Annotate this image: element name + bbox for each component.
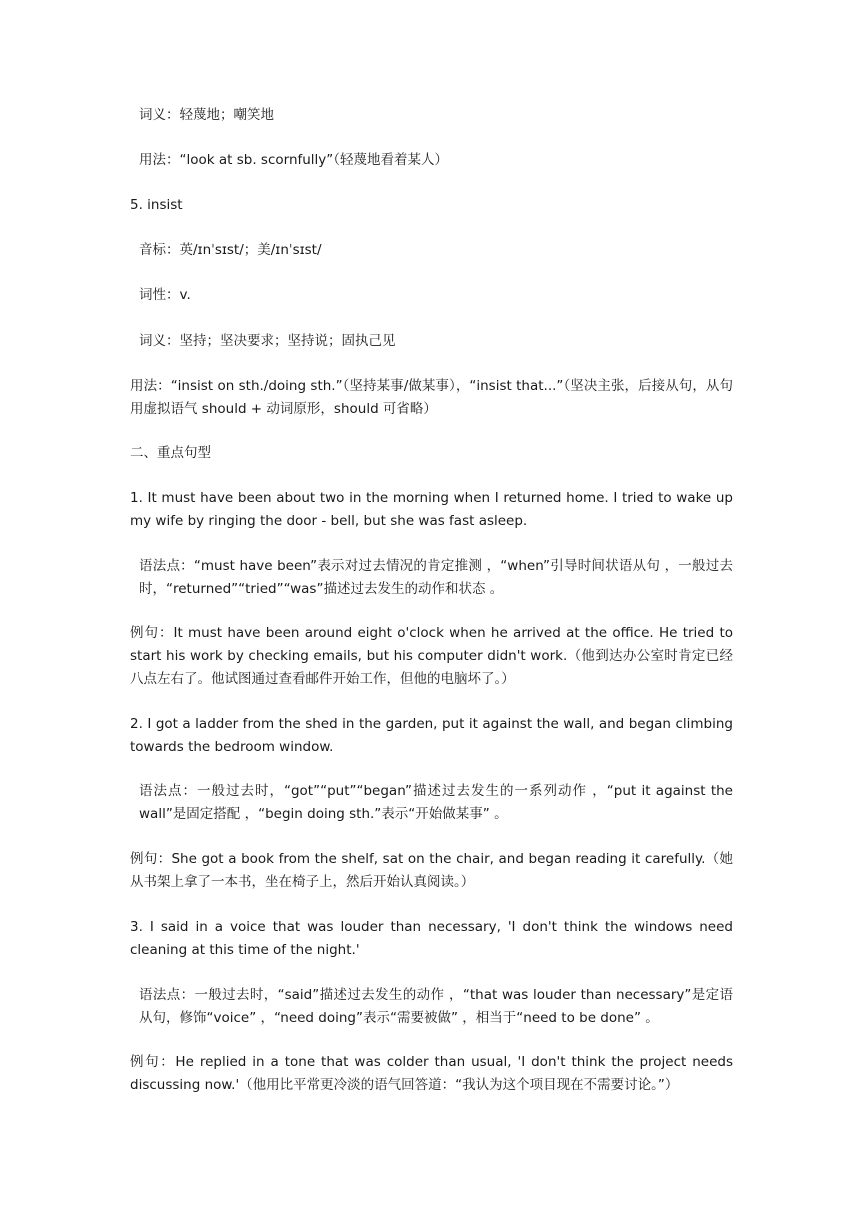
- grammar-point-3: 语法点：一般过去时，“said”描述过去发生的动作 ，“that was louder than necessary”是定语从句，修饰“voice” ，“need doing”表示“需要被做” ，相当于“need to be done” 。: [139, 987, 733, 1026]
- part-of-speech-insist: 词性：v.: [139, 287, 191, 303]
- example-3: 例句：He replied in a tone that was colder than usual, 'I don't think the project needs discussing now.'（他用比平常更冷淡的语气回答道：“我认为这个项目现在不需要讨论。”）: [130, 1054, 733, 1093]
- sentence-2: 2. I got a ladder from the shed in the garden, put it against the wall, and began climbing towards the bedroom window.: [130, 716, 733, 755]
- sentence-3: 3. I said in a voice that was louder than necessary, 'I don't think the windows need cleaning at this time of the night.': [130, 919, 733, 958]
- definition-scornfully: 词义：轻蔑地；嘲笑地: [139, 107, 274, 123]
- phonetic-insist: 音标：英/ɪnˈsɪst/；美/ɪnˈsɪst/: [139, 242, 322, 258]
- example-2: 例句：She got a book from the shelf, sat on the chair, and began reading it carefully.（她从书架上拿了一本书，坐在椅子上，然后开始认真阅读。）: [130, 851, 733, 890]
- section-heading-key-sentences: 二、重点句型: [130, 445, 211, 461]
- example-1: 例句：It must have been around eight o'clock when he arrived at the office. He tried to start his work by checking emails, but his computer didn't work.（他到达办公室时肯定已经八点左右了。他试图通过查看邮件开始工作，但他的电脑坏了。）: [130, 625, 733, 687]
- grammar-point-1: 语法点：“must have been”表示对过去情况的肯定推测 ，“when”引导时间状语从句 ，一般过去时，“returned”“tried”“was”描述过去发生的动作和状态 。: [139, 558, 733, 597]
- definition-insist: 词义：坚持；坚决要求；坚持说；固执己见: [139, 333, 396, 349]
- word-heading-insist: 5. insist: [130, 197, 183, 213]
- grammar-point-2: 语法点：一般过去时，“got”“put”“began”描述过去发生的一系列动作 ，“put it against the wall”是固定搭配 ，“begin doing sth.”表示“开始做某事” 。: [139, 783, 733, 822]
- usage-scornfully: 用法：“look at sb. scornfully”（轻蔑地看着某人）: [139, 152, 449, 168]
- usage-insist: 用法：“insist on sth./doing sth.”（坚持某事/做某事），“insist that...”（坚决主张，后接从句，从句用虚拟语气 should + 动词原形，should 可省略）: [130, 378, 733, 417]
- sentence-1: 1. It must have been about two in the morning when I returned home. I tried to wake up my wife by ringing the door - bell, but she was fast asleep.: [130, 490, 733, 529]
